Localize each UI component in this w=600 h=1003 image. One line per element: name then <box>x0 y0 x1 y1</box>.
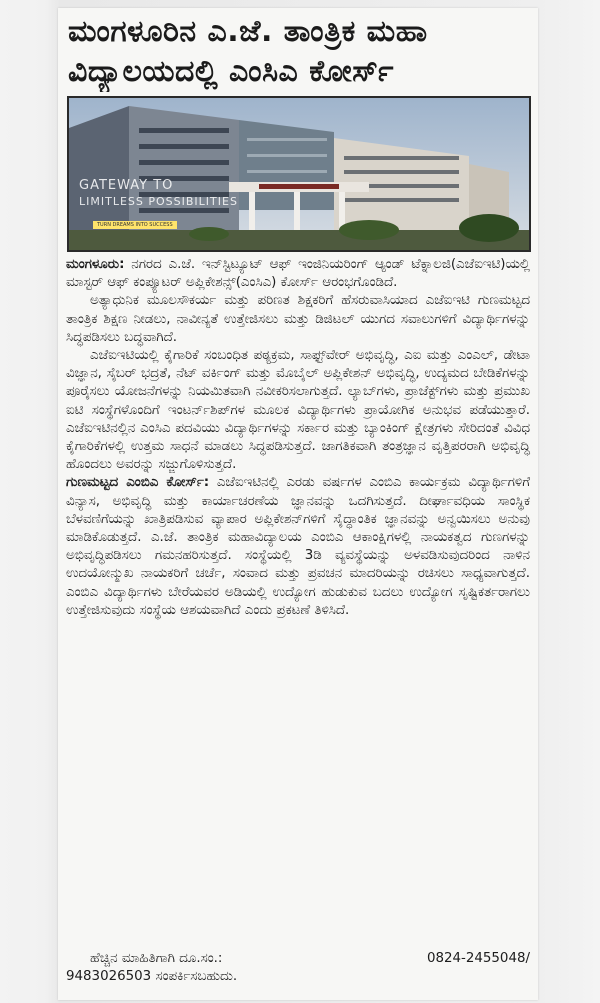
contact-info <box>66 950 530 986</box>
headline-line-1: ಮಂಗಳೂರಿನ ಎ.ಜೆ. ತಾಂತ್ರಿಕ ಮಹಾ <box>68 14 428 49</box>
article-headline <box>68 12 528 92</box>
intro-text: ನಗರದ ಎ.ಜೆ. ಇನ್‌ಸ್ಟಿಟ್ಯೂಟ್ ಆಫ್ ಇಂಜಿನಿಯರಿಂಗ್ ಆ್ಯಂಡ್ ಟೆಕ್ನಾಲಜಿ(ಎಜೆಐಇಟಿ)ಯಲ್ಲಿ ಮಾಸ್ಟರ್ ಆಫ್ ಕಂಪ್ಯೂಟರ್ ಅಪ್ಲಿಕೇಶನ್ಸ್(ಎಂಸಿಎ) ಕೋರ್ಸ್ ಆರಂಭಗೊಂಡಿದೆ. <box>66 257 530 291</box>
dateline: ಮಂಗಳೂರು: <box>66 257 125 272</box>
news-clipping <box>58 8 538 1000</box>
article-body <box>66 256 530 620</box>
contact-line-1 <box>66 950 530 968</box>
photo-badge: TURN DREAMS INTO SUCCESS <box>93 221 177 229</box>
contact-phone-2: 9483026503 <box>66 969 152 985</box>
paragraph-intro <box>66 256 530 292</box>
contact-phone-1: 0824-2455048/ <box>426 951 530 966</box>
tagline-line-1: GATEWAY TO <box>79 178 174 193</box>
contact-line-2 <box>66 968 530 986</box>
contact-prefix: ಹೆಚ್ಚಿನ ಮಾಹಿತಿಗಾಗಿ ದೂ.ಸಂ.: <box>90 951 223 966</box>
paragraph-3: ಎಜೆಐಇಟಿಯಲ್ಲಿ ಕೈಗಾರಿಕೆ ಸಂಬಂಧಿತ ಪಠ್ಯಕ್ರಮ, ಸಾಫ್ಟ್‌ವೇರ್ ಅಭಿವೃದ್ಧಿ, ಎಐ ಮತ್ತು ಎಂಎಲ್, ಡೇಟಾ ವಿಜ್ಞಾನ, ಸೈಬರ್ ಭದ್ರತೆ, ನೆಟ್ ವರ್ಕಿಂಗ್ ಮತ್ತು ಮೊಬೈಲ್ ಅಪ್ಲಿಕೇಶನ್ ಅಭಿವೃದ್ಧಿ, ಉದ್ಯಮದ ಬೇಡಿಕೆಗಳನ್ನು ಪೂರೈಸಲು ಯೋಜನೆಗಳನ್ನು ನಿಯಮಿತವಾಗಿ ನವೀಕರಿಸಲಾಗುತ್ತದೆ. ಲ್ಯಾಬ್‌ಗಳು, ಪ್ರಾಜೆಕ್ಟ್‌ಗಳು ಮತ್ತು ಪ್ರಮುಖ ಐಟಿ ಸಂಸ್ಥೆಗಳೊಂದಿಗೆ ಇಂಟರ್ನ್‌ಶಿಪ್‌ಗಳ ಮೂಲಕ ವಿದ್ಯಾರ್ಥಿಗಳು ಪ್ರಾಯೋಗಿಕ ಅನುಭವ ಪಡೆಯುತ್ತಾರೆ. ಎಜೆಐಇಟಿನಲ್ಲಿನ ಎಂಸಿಎ ಪದವಿಯು ವಿದ್ಯಾರ್ಥಿಗಳನ್ನು ಸರ್ಕಾರ ಮತ್ತು ಬ್ಯಾಂಕಿಂಗ್ ಕ್ಷೇತ್ರಗಳು ಸೇರಿದಂತೆ ವಿವಿಧ ಕೈಗಾರಿಕೆಗಳಲ್ಲಿ ಉತ್ತಮ ಸಾಧನೆ ಮಾಡಲು ಸಿದ್ಧಪಡಿಸುತ್ತದೆ. ಜಾಗತಿಕವಾಗಿ ತಂತ್ರಜ್ಞಾನ ವೃತ್ತಿಪರರಾಗಿ ಅಭಿವೃದ್ಧಿ ಹೊಂದಲು ಅವರನ್ನು ಸಜ್ಜುಗೊಳಿಸುತ್ತದೆ. <box>66 348 530 473</box>
mba-text: ಎಜೆಐಇಟಿನಲ್ಲಿ ಎರಡು ವರ್ಷಗಳ ಎಂಬಿಎ ಕಾರ್ಯಕ್ರಮ ವಿದ್ಯಾರ್ಥಿಗಳಿಗೆ ವಿನ್ಯಾಸ, ಅಭಿವೃದ್ಧಿ ಮತ್ತು ಕಾರ್ಯಾಚರಣೆಯ ಜ್ಞಾನವನ್ನು ಒದಗಿಸುತ್ತದೆ. ದೀರ್ಘಾವಧಿಯ ಸಾಂಸ್ಥಿಕ ಬೆಳವಣಿಗೆಯನ್ನು ಖಾತ್ರಿಪಡಿಸುವ ವ್ಯಾಪಾರ ಅಪ್ಲಿಕೇಶನ್‌ಗಳಿಗೆ ಸೈದ್ಧಾಂತಿಕ ಜ್ಞಾನವನ್ನು ಅನ್ವಯಿಸಲು ಅನುವು ಮಾಡಿಕೊಡುತ್ತದೆ. ಎ.ಜೆ. ತಾಂತ್ರಿಕ ಮಹಾವಿದ್ಯಾಲಯ ಎಂಬಿಎ ಆಕಾಂಕ್ಷಿಗಳಲ್ಲಿ ನಾಯಕತ್ವದ ಗುಣಗಳನ್ನು ಅಭಿವೃದ್ಧಿಪಡಿಸಲು ಗಮನಹರಿಸುತ್ತದೆ. ಸಂಸ್ಥೆಯಲ್ಲಿ 3ಡಿ ವ್ಯವಸ್ಥೆಯನ್ನು ಅಳವಡಿಸುವುದರಿಂದ ನಾಳಿನ ಉದಯೋನ್ಮುಖ ನಾಯಕರಿಗೆ ಚರ್ಚೆ, ಸಂವಾದ ಮತ್ತು ಪ್ರವಚನ ಮಾದರಿಯನ್ನು ರಚಿಸಲು ಸಾಧ್ಯವಾಗುತ್ತದೆ. ಎಂಬಿಎ ವಿದ್ಯಾರ್ಥಿಗಳು ಬೇರೆಯವರ ಅಡಿಯಲ್ಲಿ ಉದ್ಯೋಗ ಹುಡುಕುವ ಬದಲು ಉದ್ಯೋಗ ಸೃಷ್ಟಿಕರ್ತರಾಗಲು ಉತ್ತೇಜಿಸುವುದು ಸಂಸ್ಥೆಯ ಆಶಯವಾಗಿದೆ ಎಂದು ಪ್ರಕಟಣೆ ತಿಳಿಸಿದೆ. <box>66 475 530 618</box>
headline-line-2: ವಿದ್ಯಾಲಯದಲ್ಲಿ ಎಂಸಿಎ ಕೋರ್ಸ್ <box>68 54 394 89</box>
mba-lead: ಗುಣಮಟ್ಟದ ಎಂಬಿಎ ಕೋರ್ಸ್: <box>66 475 210 491</box>
contact-suffix: ಸಂಪರ್ಕಿಸಬಹುದು. <box>151 969 238 985</box>
photo-tagline <box>79 178 238 210</box>
paragraph-mba <box>66 474 530 620</box>
paragraph-2: ಅತ್ಯಾಧುನಿಕ ಮೂಲಸೌಕರ್ಯ ಮತ್ತು ಪರಿಣತ ಶಿಕ್ಷಕರಿಗೆ ಹೆಸರುವಾಸಿಯಾದ ಎಜೆಐಇಟಿ ಗುಣಮಟ್ಟದ ತಾಂತ್ರಿಕ ಶಿಕ್ಷಣ ನೀಡಲು, ನಾವೀನ್ಯತೆ ಉತ್ತೇಜಿಸಲು ಮತ್ತು ಡಿಜಿಟಲ್ ಯುಗದ ಸವಾಲುಗಳಿಗೆ ವಿದ್ಯಾರ್ಥಿಗಳನ್ನು ಸಿದ್ಧಪಡಿಸಲು ಬದ್ಧವಾಗಿದೆ. <box>66 293 530 345</box>
college-building-photo <box>67 96 531 252</box>
tagline-line-2: LIMITLESS POSSIBILITIES <box>79 195 238 208</box>
